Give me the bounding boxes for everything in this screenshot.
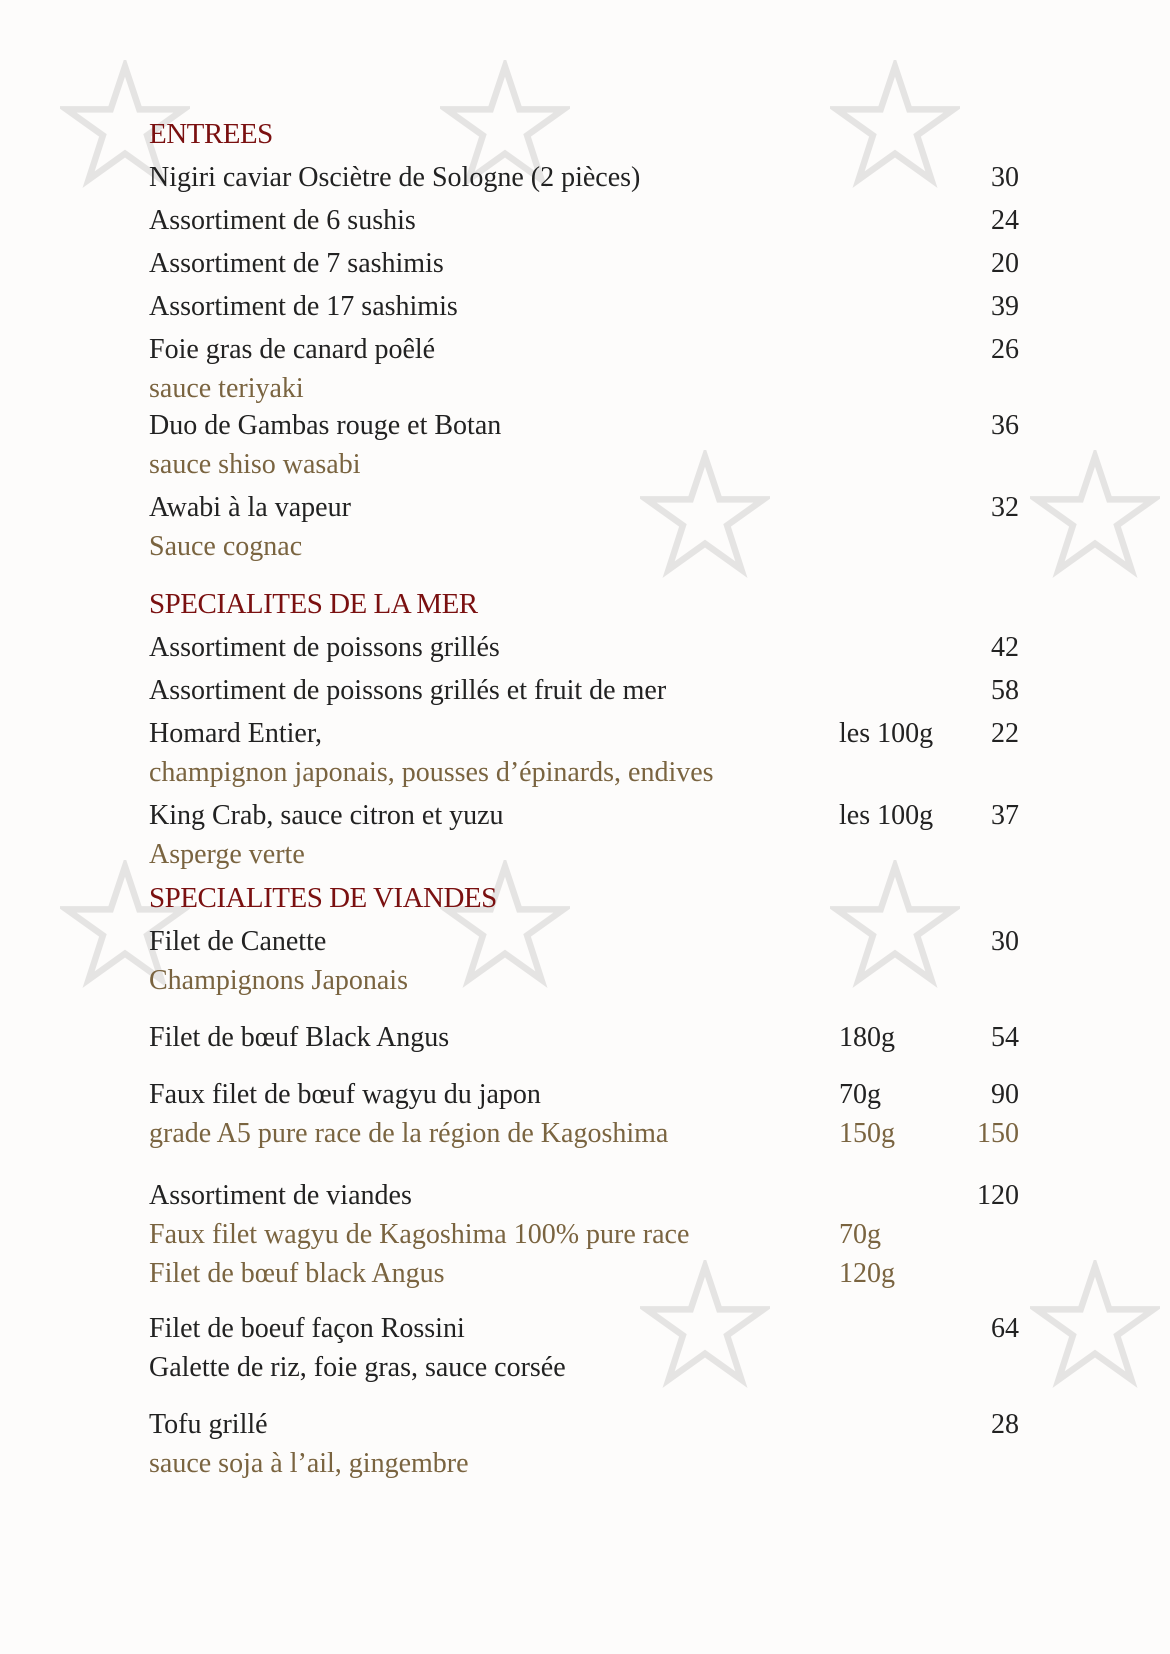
item-name: Awabi à la vapeur	[149, 492, 351, 523]
section-title-viandes: SPECIALITES DE VIANDES	[149, 882, 497, 914]
item-description-text: grade A5 pure race de la région de Kagoshima	[149, 1118, 669, 1149]
watermark-star-icon	[1030, 1260, 1160, 1390]
item-quantity: les 100g	[839, 718, 934, 749]
item-quantity: 120g	[839, 1258, 895, 1289]
item-description: Sauce cognac	[149, 531, 303, 562]
item-price: 30	[991, 162, 1019, 193]
item-description	[149, 1258, 1019, 1290]
item-price: 120	[977, 1180, 1019, 1211]
item-quantity: 180g	[839, 1022, 895, 1053]
menu-item	[149, 718, 1019, 750]
menu-item	[149, 162, 1019, 194]
item-description: champignon japonais, pousses d’épinards, endives	[149, 757, 714, 788]
item-name: Assortiment de poissons grillés	[149, 632, 500, 663]
item-description	[149, 1118, 1019, 1150]
section-title-mer: SPECIALITES DE LA MER	[149, 588, 478, 620]
item-price: 64	[991, 1313, 1019, 1344]
item-description: Asperge verte	[149, 839, 305, 870]
item-price: 28	[991, 1409, 1019, 1440]
menu-item	[149, 291, 1019, 323]
menu-item	[149, 1409, 1019, 1441]
item-name: Foie gras de canard poêlé	[149, 334, 436, 365]
item-quantity: 70g	[839, 1079, 881, 1110]
item-price: 54	[991, 1022, 1019, 1053]
item-name: King Crab, sauce citron et yuzu	[149, 800, 504, 831]
item-description: sauce soja à l’ail, gingembre	[149, 1448, 469, 1479]
item-price: 58	[991, 675, 1019, 706]
menu-item	[149, 205, 1019, 237]
item-name: Assortiment de 6 sushis	[149, 205, 416, 236]
item-price: 22	[991, 718, 1019, 749]
menu-item	[149, 1079, 1019, 1111]
item-price: 30	[991, 926, 1019, 957]
item-name: Assortiment de poissons grillés et fruit de mer	[149, 675, 667, 706]
item-description: sauce shiso wasabi	[149, 449, 361, 480]
item-price: 20	[991, 248, 1019, 279]
item-name: Faux filet de bœuf wagyu du japon	[149, 1079, 541, 1110]
menu-item	[149, 675, 1019, 707]
menu-item	[149, 248, 1019, 280]
item-name: Homard Entier,	[149, 718, 323, 749]
item-name: Assortiment de 17 sashimis	[149, 291, 458, 322]
menu-item	[149, 334, 1019, 366]
item-description-text: Filet de bœuf black Angus	[149, 1258, 445, 1289]
item-name: Filet de bœuf Black Angus	[149, 1022, 450, 1053]
item-price: 26	[991, 334, 1019, 365]
item-name: Filet de Canette	[149, 926, 327, 957]
item-price: 42	[991, 632, 1019, 663]
item-price: 39	[991, 291, 1019, 322]
item-description: sauce teriyaki	[149, 373, 304, 404]
item-name: Tofu grillé	[149, 1409, 268, 1440]
item-name: Assortiment de 7 sashimis	[149, 248, 444, 279]
item-price: 24	[991, 205, 1019, 236]
menu-item	[149, 410, 1019, 442]
item-price: 32	[991, 492, 1019, 523]
item-description: Champignons Japonais	[149, 965, 408, 996]
item-price: 90	[991, 1079, 1019, 1110]
item-quantity: les 100g	[839, 800, 934, 831]
menu-item	[149, 926, 1019, 958]
menu-item	[149, 800, 1019, 832]
menu-item	[149, 632, 1019, 664]
item-price: 150	[977, 1118, 1019, 1149]
item-name: Nigiri caviar Osciètre de Sologne (2 pièces)	[149, 162, 641, 193]
item-name: Duo de Gambas rouge et Botan	[149, 410, 502, 441]
item-quantity: 70g	[839, 1219, 881, 1250]
menu-item	[149, 1180, 1019, 1212]
watermark-star-icon	[1030, 450, 1160, 580]
item-description	[149, 1219, 1019, 1251]
menu-item	[149, 1313, 1019, 1345]
item-name: Filet de boeuf façon Rossini	[149, 1313, 465, 1344]
item-description-text: Faux filet wagyu de Kagoshima 100% pure race	[149, 1219, 690, 1250]
menu-item	[149, 492, 1019, 524]
item-name: Assortiment de viandes	[149, 1180, 412, 1211]
section-title-entrees: ENTREES	[149, 118, 273, 150]
item-description: Galette de riz, foie gras, sauce corsée	[149, 1352, 566, 1383]
item-price: 36	[991, 410, 1019, 441]
item-price: 37	[991, 800, 1019, 831]
item-quantity: 150g	[839, 1118, 895, 1149]
menu-item	[149, 1022, 1019, 1054]
